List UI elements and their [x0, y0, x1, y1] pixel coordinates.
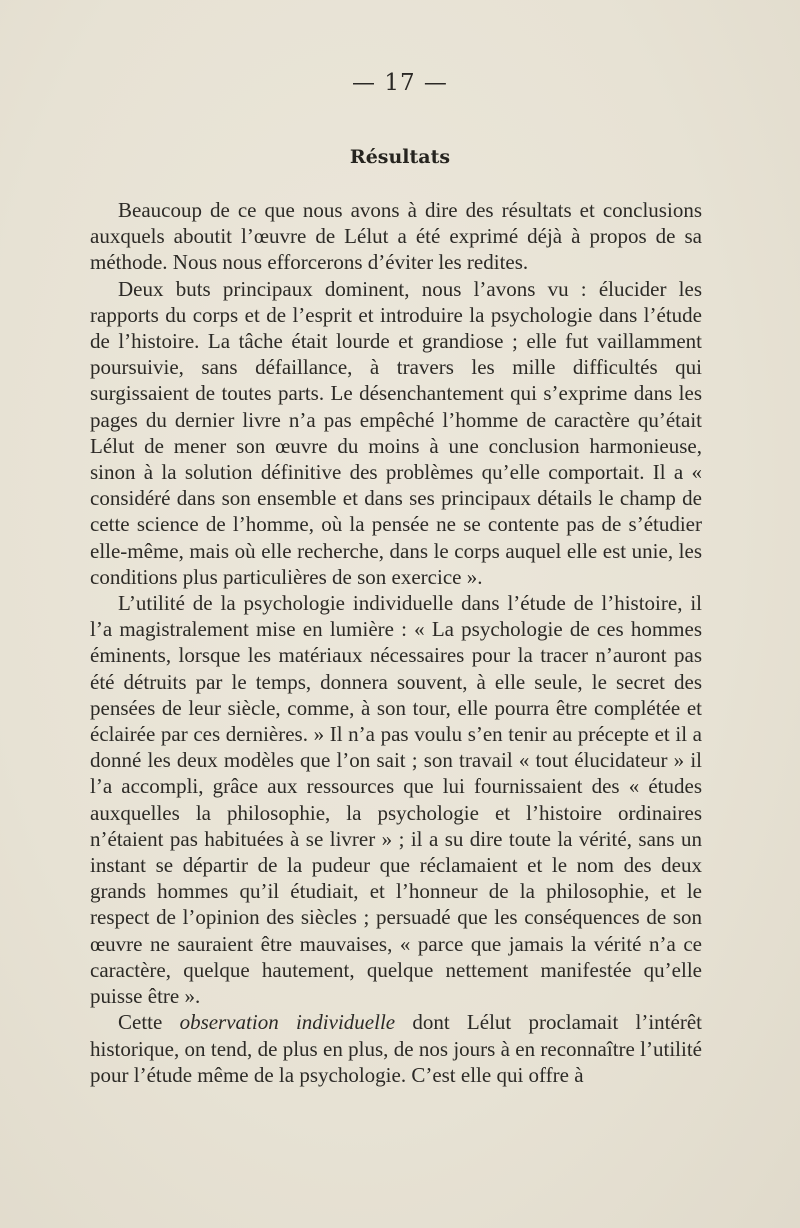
page-number: — 17 —: [352, 70, 448, 96]
paragraph-4-rest: dont Lélut proclamait l’intérêt historique, on tend, de plus en plus, de nos jours à en reconnaître l’utilité pour l’étude même de la psychologie. C’est elle qui offre à: [90, 1010, 702, 1087]
paragraph-2: Deux buts principaux dominent, nous l’avons vu : élucider les rapports du corps et de l’esprit et introduire la psychologie dans l’étude de l’histoire. La tâche était lourde et grandiose ; elle fut vaillamment poursuivie, sans défaillance, à travers les mille difficultés qui surgissaient de toutes parts. Le désenchantement qui s’exprime dans les pages du dernier livre n’a pas empêché l’homme de caractère qu’était Lélut de mener son œuvre du moins à une conclusion harmonieuse, sinon à la solution définitive des problèmes qu’elle comportait. Il a « considéré dans son ensemble et dans ses principaux détails le champ de cette science de l’homme, où la pensée ne se contente pas de s’étudier elle-même, mais où elle recherche, dans le corps auquel elle est unie, les conditions plus particulières de son exercice ».: [90, 276, 702, 589]
paragraph-3: L’utilité de la psychologie individuelle dans l’étude de l’histoire, il l’a magistralement mise en lumière : « La psychologie de ces hommes éminents, lorsque les matériaux nécessaires pour la tracer n’auront pas été détruits par le temps, donnera souvent, à elle seule, le secret des pensées de leur siècle, comme, à son tour, elle pourra être complétée et éclairée par ces dernières. » Il n’a pas voulu s’en tenir au précepte et il a donné les deux modèles que l’on sait ; son travail « tout élucidateur » il l’a accompli, grâce aux ressources que lui fournissaient des « études auxquelles la philosophie, la psychologie et l’histoire ordinaires n’étaient pas habituées à se livrer » ; il a su dire toute la vérité, sans un instant se départir de la pudeur que réclamaient et le nom des deux grands hommes qu’il étudiait, et l’honneur de la philosophie, et le respect de l’opinion des siècles ; persuadé que les conséquences de son œuvre ne sauraient être mauvaises, « parce que jamais la vérité n’a ce caractère, quelque hautement, quelque nettement manifestée qu’elle puisse être ».: [90, 591, 702, 1009]
paragraph-4: [90, 1009, 702, 1088]
section-heading: Résultats: [349, 146, 451, 168]
paragraph-1: Beaucoup de ce que nous avons à dire des résultats et conclusions auxquels aboutit l’œuvre de Lélut a été exprimé déjà à propos de sa méthode. Nous nous efforcerons d’éviter les redites.: [90, 198, 702, 275]
paragraph-4-emphasis: observation individuelle: [179, 1010, 396, 1035]
paragraph-4-lead: Cette: [118, 1010, 180, 1035]
body-text: [90, 197, 702, 1088]
